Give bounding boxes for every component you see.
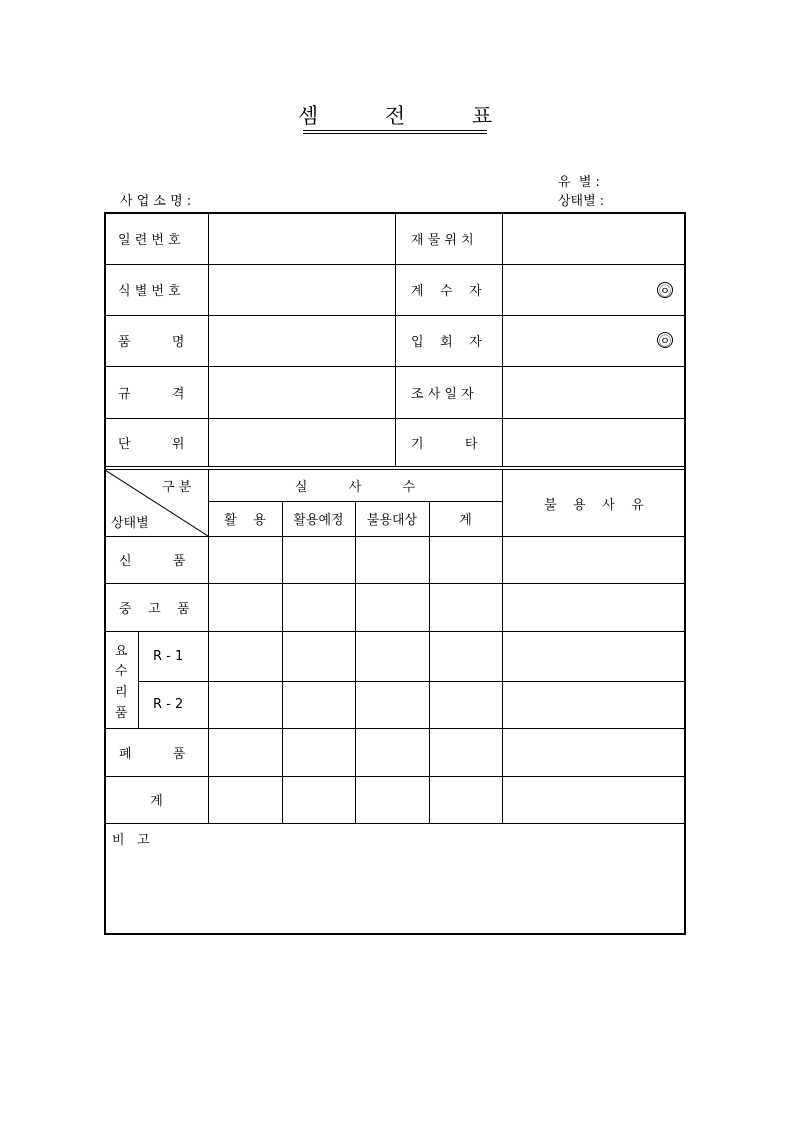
col-divider (502, 213, 503, 467)
col-divider (208, 213, 209, 467)
row-total-label: 계 (150, 794, 163, 809)
seal-icon: ㉧ (658, 333, 671, 348)
row-divider (105, 583, 685, 584)
col-divider (355, 501, 356, 823)
col-divider (429, 501, 430, 823)
row-divider (138, 681, 685, 682)
row-divider (105, 631, 685, 632)
witness-label: 입 회 자 (411, 335, 482, 350)
repair-label-1: 요 (115, 644, 128, 659)
col-planned-header: 활용예정 (293, 513, 344, 528)
type-label: 유 별 : (558, 175, 600, 190)
disuse-reason-header: 불 용 사 유 (544, 497, 644, 513)
col-divider (138, 631, 139, 728)
category-label: 구 분 (162, 480, 192, 495)
title-underline-top (303, 130, 487, 131)
row-divider (105, 536, 685, 537)
actual-count-header: 실 사 수 (294, 480, 416, 495)
row-r2-label: R - 2 (153, 697, 184, 712)
row-r1-label: R - 1 (153, 648, 184, 664)
title-text: 셈 전 표 (297, 104, 493, 128)
title-underline-bottom (303, 133, 487, 134)
repair-label-3: 리 (115, 685, 128, 700)
serial-number-label: 일 련 번 호 (118, 233, 181, 248)
counter-label: 계 수 자 (411, 284, 482, 299)
status-label: 상태별 : (558, 194, 605, 209)
repair-label-4: 품 (115, 706, 128, 721)
repair-label-2: 수 (115, 664, 128, 679)
row-divider (105, 823, 685, 824)
seal-icon: ㉧ (658, 283, 671, 298)
other-label: 기 타 (411, 437, 478, 452)
unit-label: 단 위 (118, 437, 185, 452)
col-divider (395, 213, 396, 467)
row-divider (105, 728, 685, 729)
business-name-label: 사 업 소 명 : (120, 194, 192, 209)
col-divider (282, 501, 283, 823)
spec-label: 규 격 (118, 386, 185, 402)
col-total-header: 계 (459, 513, 472, 528)
col-use-header: 활 용 (224, 513, 266, 528)
item-name-label: 품 명 (118, 335, 185, 350)
status-by-label: 상태별 (111, 516, 149, 531)
row-scrap-label: 폐 품 (119, 746, 186, 762)
remarks-label: 비 고 (112, 833, 150, 848)
col-disposal-header: 불용대상 (366, 513, 418, 528)
page-title (280, 101, 510, 131)
location-label: 재 물 위 치 (411, 233, 474, 248)
row-used-label: 중 고 품 (119, 601, 190, 617)
survey-date-label: 조 사 일 자 (411, 386, 474, 402)
id-number-label: 식 별 번 호 (118, 284, 181, 299)
row-new-label: 신 품 (119, 554, 186, 569)
